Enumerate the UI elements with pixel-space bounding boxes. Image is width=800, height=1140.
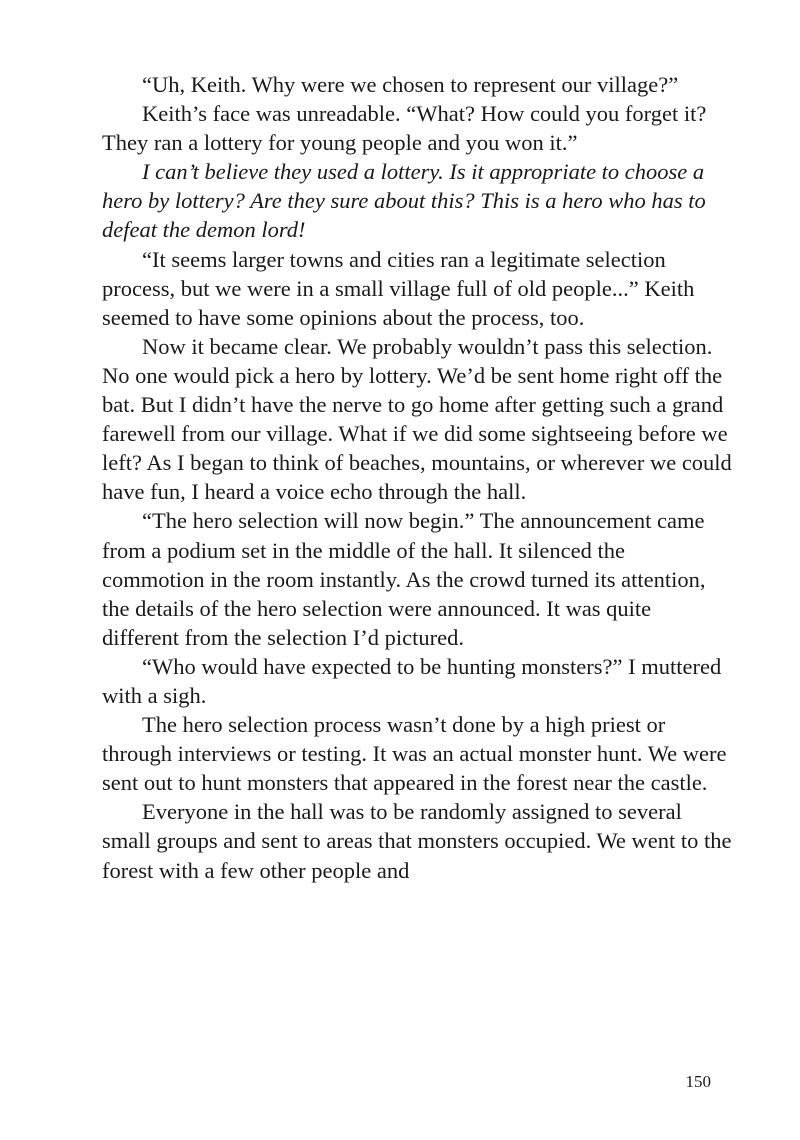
paragraph: “It seems larger towns and cities ran a legitimate selection process, but we were in a small village full of old people...” Keith seemed to have some opinions about the process, too. xyxy=(102,246,695,330)
paragraph: Keith’s face was unreadable. “What? How could you forget it? They ran a lottery for young people and you won it.” xyxy=(102,101,707,156)
page-body-text xyxy=(102,70,732,885)
paragraph: Now it became clear. We probably wouldn’t pass this selection. No one would pick a hero by lottery. We’d be sent home right off the bat. But I didn’t have the nerve to go home after getting such a grand farewell from our village. What if we did some sightseeing before we left? As I began to think of beaches, mountains, or wherever we could have fun, I heard a voice echo through the hall. xyxy=(102,333,732,505)
paragraph: Everyone in the hall was to be randomly assigned to several small groups and sent to areas that monsters occupied. We went to the forest with a few other people and xyxy=(102,799,732,883)
paragraph: “Uh, Keith. Why were we chosen to represent our village?” xyxy=(142,72,679,97)
italic-thought-paragraph: I can’t believe they used a lottery. Is it appropriate to choose a hero by lottery? Are they sure about this? This is a hero who has to defeat the demon lord! xyxy=(102,159,706,243)
paragraph: “Who would have expected to be hunting monsters?” I muttered with a sigh. xyxy=(102,653,722,708)
paragraph: The hero selection process wasn’t done by a high priest or through interviews or testing. It was an actual monster hunt. We were sent out to hunt monsters that appeared in the forest near the castle. xyxy=(102,712,727,796)
page-number: 150 xyxy=(685,1072,711,1091)
paragraph: “The hero selection will now begin.” The announcement came from a podium set in the middle of the hall. It silenced the commotion in the room instantly. As the crowd turned its attention, the details of the hero selection were announced. It was quite different from the selection I’d pictured. xyxy=(102,508,706,650)
